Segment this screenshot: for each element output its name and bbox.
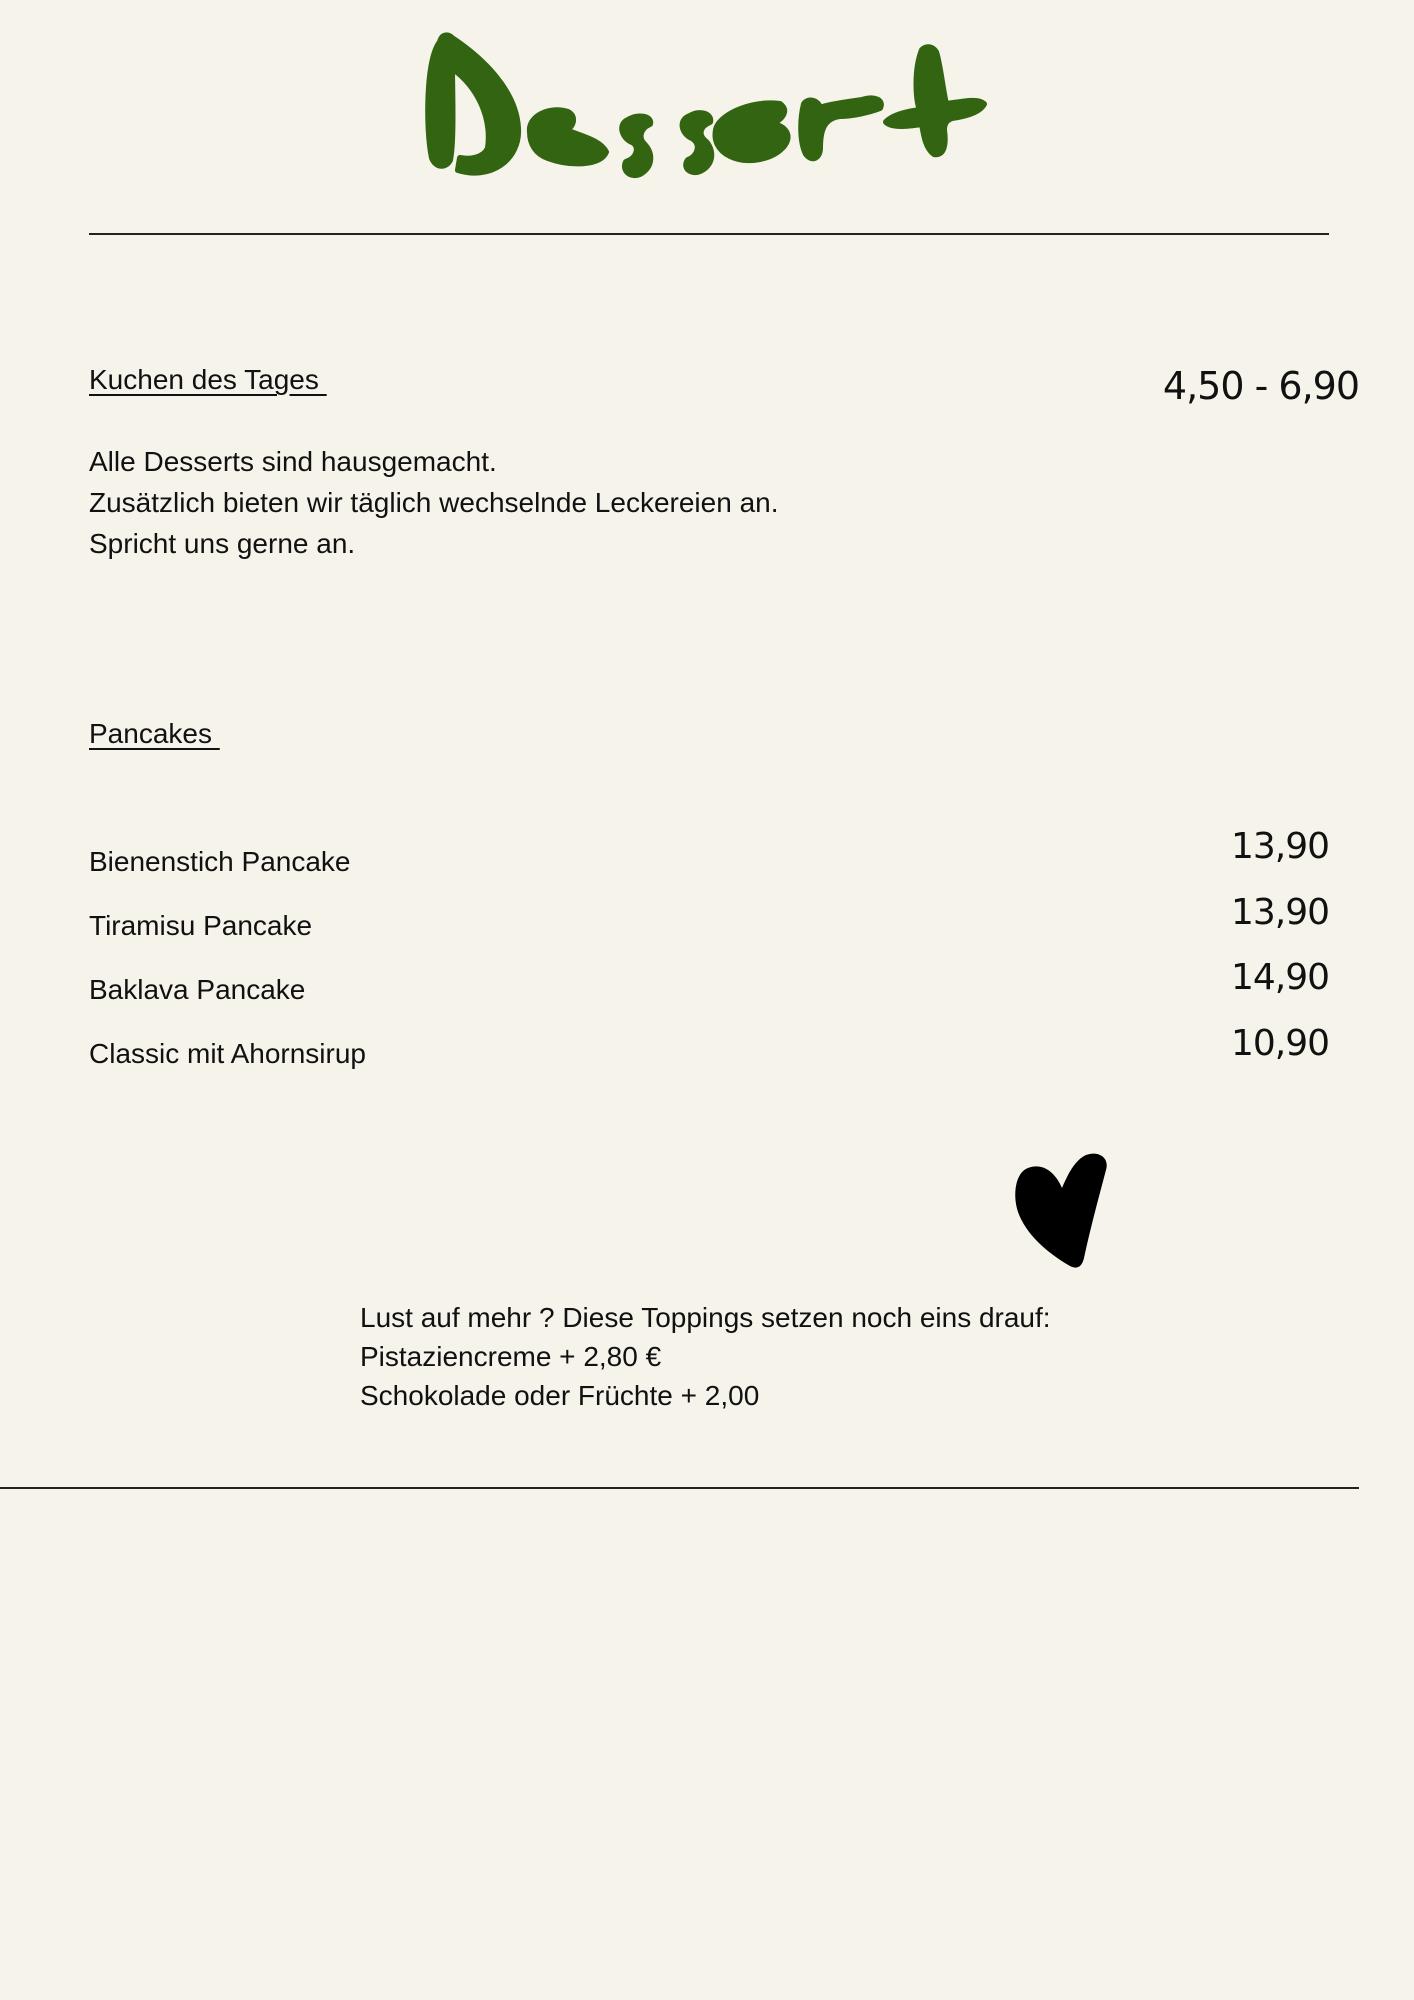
kuchen-price: 4,50 - 6,90 <box>1162 364 1359 408</box>
menu-item-name: Classic mit Ahornsirup <box>89 1038 366 1069</box>
menu-item-price: 14,90 <box>1230 957 1329 998</box>
menu-item-name: Bienenstich Pancake <box>89 846 351 877</box>
description-line: Alle Desserts sind hausgemacht. <box>89 446 497 477</box>
kuchen-heading: Kuchen des Tages <box>89 364 327 395</box>
page-title-logo <box>400 20 1060 195</box>
menu-item-name: Tiramisu Pancake <box>89 910 313 941</box>
menu-item-price: 13,90 <box>1230 892 1329 933</box>
menu-item-price: 10,90 <box>1230 1023 1329 1064</box>
bottom-divider <box>0 1487 1359 1489</box>
toppings-line: Lust auf mehr ? Diese Toppings setzen noch eins drauf: <box>360 1302 1051 1333</box>
kuchen-description <box>89 441 779 564</box>
toppings-line: Schokolade oder Früchte + 2,00 <box>360 1380 760 1411</box>
top-divider <box>89 233 1329 235</box>
description-line: Zusätzlich bieten wir täglich wechselnde Leckereien an. <box>89 487 779 518</box>
toppings-note <box>360 1298 1051 1415</box>
menu-item-name: Baklava Pancake <box>89 974 306 1005</box>
pancakes-heading: Pancakes <box>89 718 220 749</box>
description-line: Spricht uns gerne an. <box>89 528 356 559</box>
menu-item-price: 13,90 <box>1230 826 1329 867</box>
toppings-line: Pistaziencreme + 2,80 € <box>360 1341 662 1372</box>
heart-icon <box>1010 1150 1120 1272</box>
